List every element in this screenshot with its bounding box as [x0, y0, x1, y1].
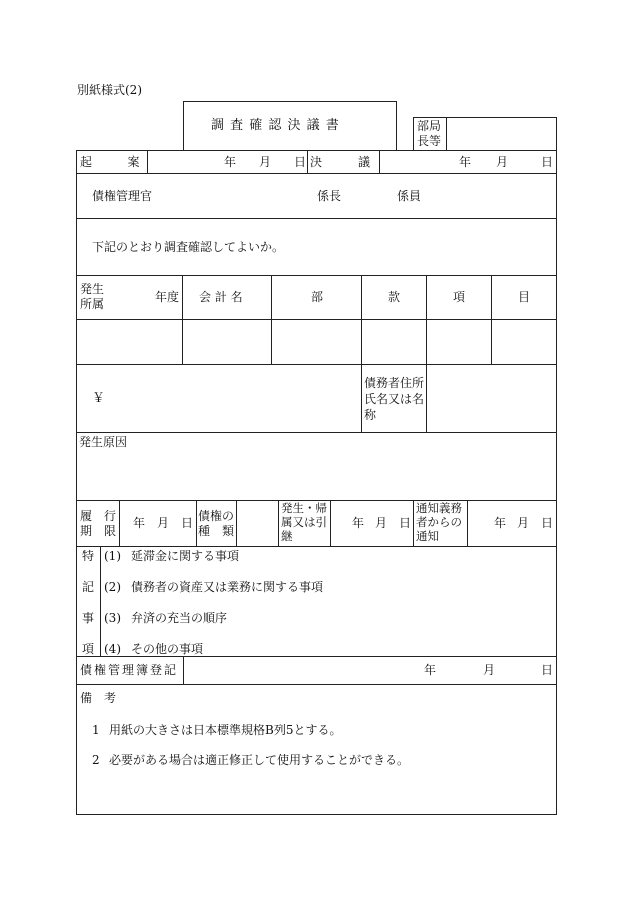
nendo-label: 年度 [155, 290, 180, 304]
kian-year: 年 [224, 155, 237, 169]
note-1-num: 1 [92, 723, 100, 737]
special-item-3-num: (3) [104, 611, 121, 625]
note-2-text: 必要がある場合は適正修正して使用することができる。 [109, 753, 410, 767]
debtor-label-1: 債務者住所 [364, 376, 425, 390]
ledger-day: 日 [541, 663, 554, 677]
special-item-4-num: (4) [104, 642, 121, 656]
bu-label: 部 [311, 290, 324, 304]
bukyoku-label-1: 部局 [417, 119, 442, 133]
kakariin: 係員 [397, 189, 422, 203]
note-1-text: 用紙の大きさは日本標準規格B列5とする。 [109, 723, 342, 737]
ledger-year: 年 [424, 663, 437, 677]
kian-label: 起 案 [80, 155, 140, 169]
tsuchi-month: 月 [517, 516, 530, 530]
note-2-num: 2 [92, 753, 100, 767]
shurui-label-1: 債権の [198, 509, 235, 523]
kaikei-label: 会 計 名 [199, 290, 243, 304]
special-item-1-text: 延滞金に関する事項 [131, 549, 240, 563]
debtor-label-3: 称 [364, 408, 377, 422]
kian-day: 日 [294, 155, 307, 169]
tsuchi-label-1: 通知義務 [416, 501, 462, 515]
notes-title: 備 考 [80, 691, 117, 705]
special-char-2: 記 [82, 580, 95, 594]
ketsugi-month: 月 [496, 155, 509, 169]
ko-label: 項 [453, 290, 466, 304]
moku-label: 目 [518, 290, 531, 304]
tsuchi-label-2: 者からの [416, 515, 462, 529]
hassei-label-2: 所属 [80, 297, 105, 311]
rikou-label-1: 履 行 [80, 509, 117, 523]
kizoku-day: 日 [399, 516, 412, 530]
kizoku-label-3: 継 [281, 529, 293, 543]
tsuchi-label-3: 通知 [416, 529, 439, 543]
ledger-label: 債権管理簿登記 [80, 663, 179, 677]
kizoku-month: 月 [375, 516, 388, 530]
page-title: 調 査 確 認 決 議 書 [211, 118, 340, 133]
special-char-1: 特 [82, 549, 95, 563]
tsuchi-day: 日 [541, 516, 554, 530]
shurui-label-2: 種 類 [198, 524, 235, 538]
special-item-2-text: 債務者の資産又は業務に関する事項 [131, 580, 324, 594]
rikou-year: 年 [133, 516, 146, 530]
kizoku-year: 年 [352, 516, 365, 530]
kakaricho: 係長 [317, 189, 342, 203]
ketsugi-label: 決 議 [310, 155, 371, 169]
cause-label: 発生原因 [79, 435, 128, 449]
rikou-month: 月 [157, 516, 170, 530]
kizoku-label-2: 属又は引 [281, 515, 327, 529]
bukyoku-label-2: 長等 [417, 134, 442, 148]
rikou-label-2: 期 限 [80, 524, 117, 538]
special-item-2-num: (2) [104, 580, 121, 594]
debtor-label-2: 氏名又は名 [364, 392, 425, 406]
special-item-1-num: (1) [104, 549, 121, 563]
special-char-3: 事 [82, 611, 95, 625]
special-item-3-text: 弁済の充当の順序 [131, 611, 228, 625]
form-label: 別紙様式(2) [77, 83, 142, 97]
saiken-kanrikan: 債権管理官 [92, 189, 153, 203]
kizoku-label-1: 発生・帰 [281, 501, 327, 515]
special-item-4-text: その他の事項 [131, 642, 204, 656]
tsuchi-year: 年 [494, 516, 507, 530]
kan-label: 款 [388, 290, 401, 304]
kian-month: 月 [259, 155, 272, 169]
rikou-day: 日 [181, 516, 194, 530]
ledger-month: 月 [483, 663, 496, 677]
special-char-4: 項 [82, 642, 95, 656]
ketsugi-year: 年 [459, 155, 472, 169]
hassei-label-1: 発生 [80, 282, 105, 296]
ketsugi-day: 日 [541, 155, 554, 169]
yen-mark: ￥ [92, 391, 106, 406]
statement: 下記のとおり調査確認してよいか。 [92, 240, 285, 254]
